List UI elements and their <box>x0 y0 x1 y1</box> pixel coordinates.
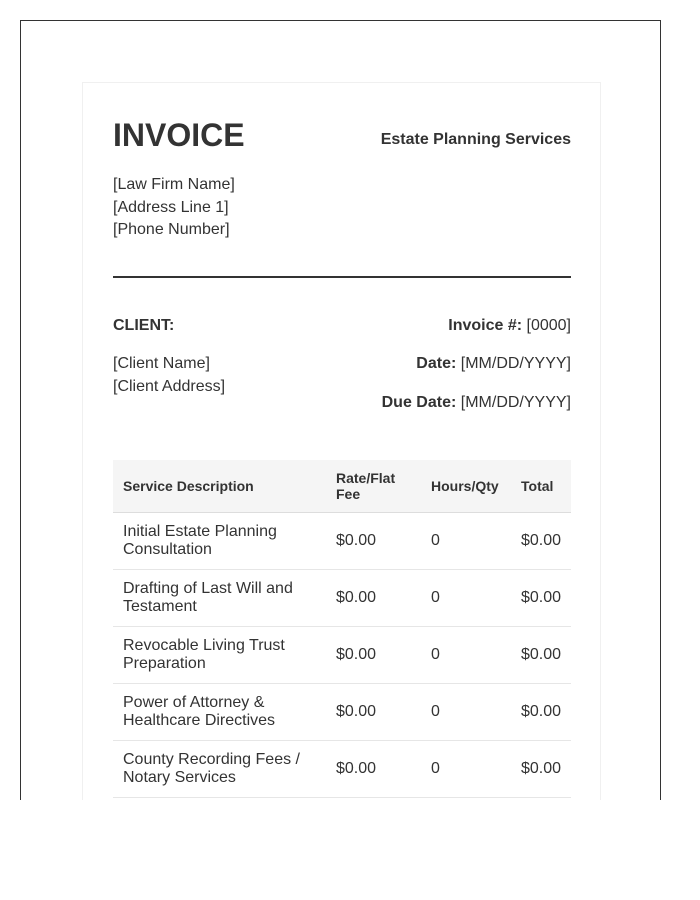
client-label: CLIENT: <box>113 317 175 334</box>
due-date-label: Due Date: <box>381 394 457 411</box>
row-qty: 0 <box>421 627 511 684</box>
table-row <box>113 513 571 570</box>
row-total: $0.00 <box>511 513 571 570</box>
row-description: Drafting of Last Will and Testament <box>113 570 326 627</box>
row-description: Initial Estate Planning Consultation <box>113 513 326 570</box>
invoice-number-line <box>448 316 571 336</box>
row-qty: 0 <box>421 570 511 627</box>
header-total: Total <box>511 460 571 513</box>
header-rate: Rate/Flat Fee <box>326 460 421 513</box>
row-rate: $0.00 <box>326 513 421 570</box>
service-type: Estate Planning Services <box>380 131 571 148</box>
due-date-value: [MM/DD/YYYY] <box>460 394 571 411</box>
row-qty: 0 <box>421 741 511 798</box>
row-description: Power of Attorney & Healthcare Directives <box>113 684 326 741</box>
invoice-number-value: [0000] <box>526 317 571 334</box>
firm-phone: [Phone Number] <box>113 221 230 238</box>
row-total: $0.00 <box>511 684 571 741</box>
table-row <box>113 627 571 684</box>
row-description: County Recording Fees / Notary Services <box>113 741 326 798</box>
invoice-number-label: Invoice #: <box>448 317 523 334</box>
invoice-sheet <box>82 82 601 800</box>
document-frame <box>20 20 661 800</box>
firm-info <box>113 174 235 242</box>
row-rate: $0.00 <box>326 627 421 684</box>
date-value: [MM/DD/YYYY] <box>460 355 571 372</box>
row-total: $0.00 <box>511 741 571 798</box>
row-rate: $0.00 <box>326 741 421 798</box>
table-header-row <box>113 460 571 513</box>
invoice-title: INVOICE <box>113 117 245 153</box>
row-total: $0.00 <box>511 570 571 627</box>
services-table <box>113 460 571 798</box>
table-row <box>113 741 571 798</box>
table-row <box>113 684 571 741</box>
row-rate: $0.00 <box>326 570 421 627</box>
row-total: $0.00 <box>511 627 571 684</box>
row-qty: 0 <box>421 513 511 570</box>
date-label: Date: <box>416 355 457 372</box>
due-date-line <box>382 393 571 413</box>
client-address: [Client Address] <box>113 377 226 395</box>
row-qty: 0 <box>421 684 511 741</box>
header-qty: Hours/Qty <box>421 460 511 513</box>
client-info <box>113 353 225 398</box>
row-rate: $0.00 <box>326 684 421 741</box>
table-row <box>113 570 571 627</box>
firm-address: [Address Line 1] <box>113 198 229 216</box>
header-service-description: Service Description <box>113 460 326 513</box>
client-name: [Client Name] <box>113 355 210 372</box>
row-description: Revocable Living Trust Preparation <box>113 627 326 684</box>
header-divider <box>113 276 571 278</box>
date-line <box>416 354 571 374</box>
firm-name: [Law Firm Name] <box>113 176 235 193</box>
